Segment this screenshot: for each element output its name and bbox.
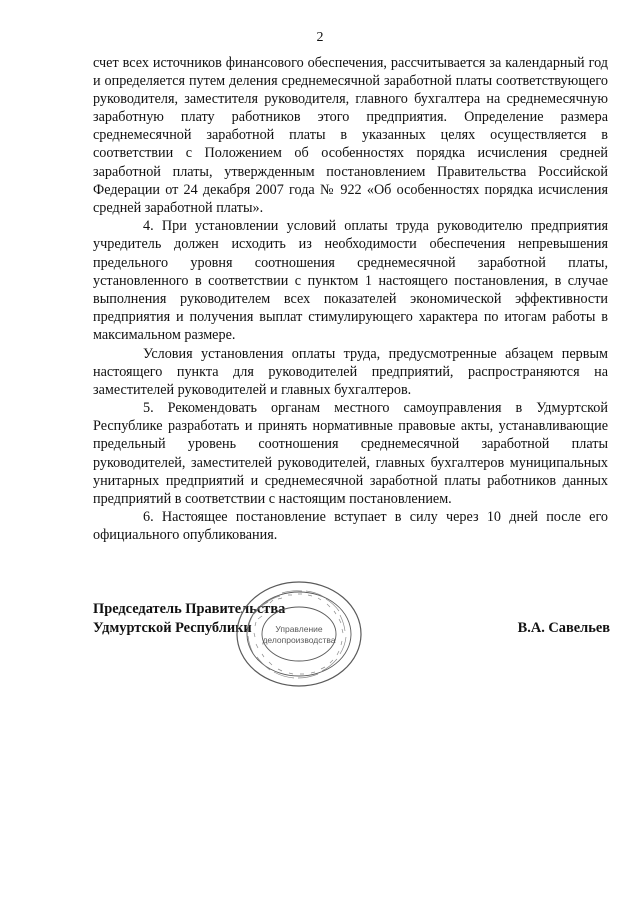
paragraph-item-5: 5. Рекомендовать органам местного самоуправления в Удмуртской Республике разработать и принять нормативные правовые акты, устанавливающие предельный уровень соотношения среднемесячной заработной платы руководителей, заместителей руководителей, главных бухгалтеров муниципальных унитарных предприятий и среднемесячной заработной платы работников данных предприятий в соответствии с настоящим постановлением. — [93, 400, 608, 507]
signatory-title-line2: Удмуртской Республики — [93, 620, 252, 636]
signatory-title-line1: Председатель Правительства — [93, 601, 286, 617]
document-body — [93, 54, 608, 545]
paragraph-item-4: 4. При установлении условий оплаты труда руководителю предприятия учредитель должен исходить из необходимости обеспечения непревышения предельного уровня соотношения среднемесячной заработной платы, установленного в соответствии с пунктом 1 настоящего постановления, в случае выполнения руководителем всех показателей экономической эффективности предприятия и получения выплат стимулирующего характера по итогам работы в максимальном размере. — [93, 218, 608, 343]
stamp-text-line1: Управление — [275, 624, 323, 634]
paragraph-item-4-conditions: Условия установления оплаты труда, предусмотренные абзацем первым настоящего пункта для руководителей предприятий, распространяются на заместителей руководителей и главных бухгалтеров. — [93, 345, 608, 398]
signatory-name: В.А. Савельев — [517, 620, 610, 636]
official-stamp-icon — [234, 579, 364, 689]
paragraph-continuation: счет всех источников финансового обеспечения, рассчитывается за календарный год и определяется путем деления среднемесячной заработной платы соответствующего руководителя, заместителя руководителя, главного бухгалтера на среднемесячную заработную плату работников этого предприятия. Определение размера среднемесячной заработной платы в указанных целях осуществляется в соответствии с Положением об особенностях порядка исчисления средней заработной платы, утвержденным постановлением Правительства Российской Федерации от 24 декабря 2007 года № 922 «Об особенностях порядка исчисления средней заработной платы». — [93, 55, 608, 216]
paragraph-item-6: 6. Настоящее постановление вступает в силу через 10 дней после его официального опубликования. — [93, 509, 608, 544]
page-number: 2 — [316, 30, 324, 45]
stamp-text-line2: делопроизводства — [262, 635, 336, 645]
